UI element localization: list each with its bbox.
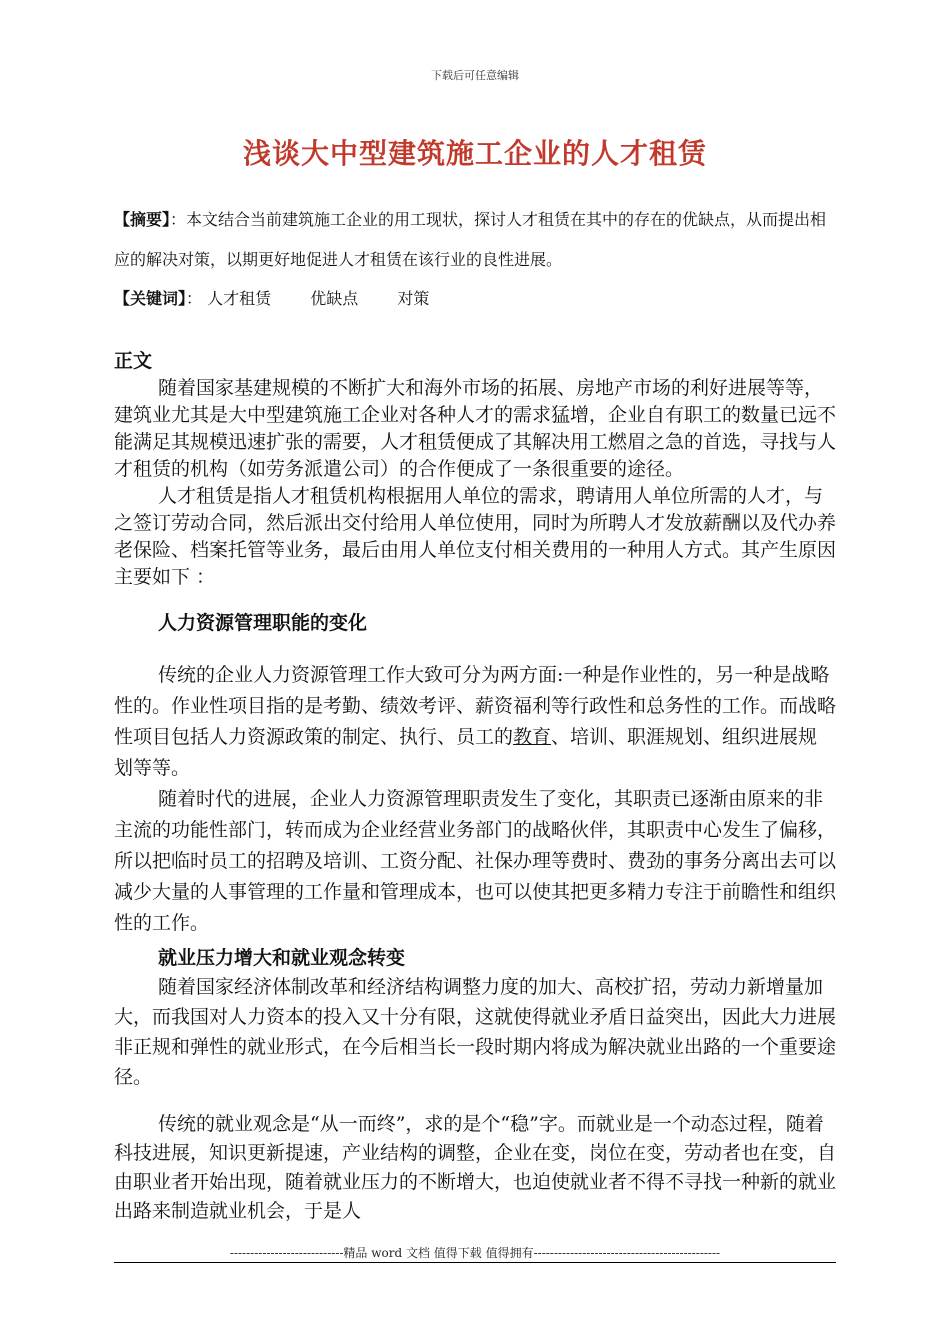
body-paragraphs-2 — [114, 660, 836, 939]
abstract-separator: ： — [170, 210, 187, 229]
header-note: 下载后可任意编辑 — [431, 69, 519, 82]
abstract-label: 【摘要】 — [114, 210, 171, 229]
abstract-text: 本文结合当前建筑施工企业的用工现状，探讨人才租赁在其中的存在的优缺点，从而提出相应的解决对策，以期更好地促进人才租赁在该行业的良性进展。 — [114, 210, 827, 269]
keywords-section — [114, 287, 836, 311]
paragraph-3 — [114, 660, 836, 784]
paragraph-6: 传统的就业观念是“从一而终”，求的是个“稳”字。而就业是一个动态过程，随着科技进展，知识更新提速，产业结构的调整，企业在变，岗位在变，劳动者也在变，自由职业者开始出现，随着就业压力的不断增大，也迫使就业者不得不寻找一种新的就业出路来制造就业机会，于是人 — [114, 1113, 837, 1222]
body-heading-text: 正文 — [114, 350, 153, 372]
paragraph-3-part-b: 、培训、职涯规划、组织进展规划等等。 — [114, 726, 818, 779]
document-title: 浅谈大中型建筑施工企业的人才租赁 — [242, 137, 707, 170]
keywords-separator: ： — [186, 289, 203, 308]
paragraph-4: 随着时代的进展，企业人力资源管理职责发生了变化，其职责已逐渐由原来的非主流的功能性部门，转而成为企业经营业务部门的战略伙伴，其职责中心发生了偏移，所以把临时员工的招聘及培训、工资分配、社保办理等费时、费劲的事务分离出去可以减少大量的人事管理的工作量和管理成本，也可以使其把更多精力专注于前瞻性和组织性的工作。 — [114, 788, 837, 934]
paragraph-1: 随着国家基建规模的不断扩大和海外市场的拓展、房地产市场的利好进展等等，建筑业尤其是大中型建筑施工企业对各种人才的需求猛增，企业自有职工的数量已远不能满足其规模迅速扩张的需要，人才租赁便成了其解决用工燃眉之急的首选，寻找与人才租赁的机构（如劳务派遣公司）的合作便成了一条很重要的途径。 — [114, 377, 837, 480]
abstract-section — [114, 200, 836, 280]
section-heading-1 — [114, 610, 836, 637]
footer-text: ----------------------------精品 word 文档 值得下载 值得拥有---------------------------------------------- — [229, 1246, 721, 1260]
footer-rule — [114, 1262, 836, 1263]
paragraph-2: 人才租赁是指人才租赁机构根据用人单位的需求，聘请用人单位所需的人才，与之签订劳动合同，然后派出交付给用人单位使用，同时为所聘人才发放薪酬以及代办养老保险、档案托管等业务，最后由用人单位支付相关费用的一种用人方式。其产生原因主要如下 ： — [114, 485, 837, 588]
keyword-item: 对策 — [397, 289, 430, 308]
keywords-label: 【关键词】 — [114, 289, 187, 308]
keyword-item: 优缺点 — [310, 289, 359, 308]
body-paragraphs-1 — [114, 375, 836, 591]
body-paragraphs-4 — [114, 1110, 836, 1226]
education-link[interactable]: 教育 — [513, 726, 552, 748]
paragraph-5: 随着国家经济体制改革和经济结构调整力度的加大、高校扩招，劳动力新增量加大，而我国对人力资本的投入又十分有限，这就使得就业矛盾日益突出，因此大力进展非正规和弹性的就业形式，在今后相当长一段时期内将成为解决就业出路的一个重要途径。 — [114, 976, 837, 1088]
keyword-item: 人才租赁 — [207, 289, 272, 308]
body-paragraphs-3 — [114, 972, 836, 1092]
section-heading-1-text: 人力资源管理职能的变化 — [158, 612, 368, 634]
body-heading — [114, 348, 836, 375]
paragraph-3-part-a: 传统的企业人力资源管理工作大致可分为两方面:一种是作业性的，另一种是战略性的。作业性项目指的是考勤、绩效考评、薪资福利等行政性和总务性的工作。而战略性项目包括人力资源政策的制定、执行、员工的 — [114, 664, 837, 748]
section-heading-2-text: 就业压力增大和就业观念转变 — [158, 947, 406, 969]
section-heading-2 — [114, 945, 836, 972]
